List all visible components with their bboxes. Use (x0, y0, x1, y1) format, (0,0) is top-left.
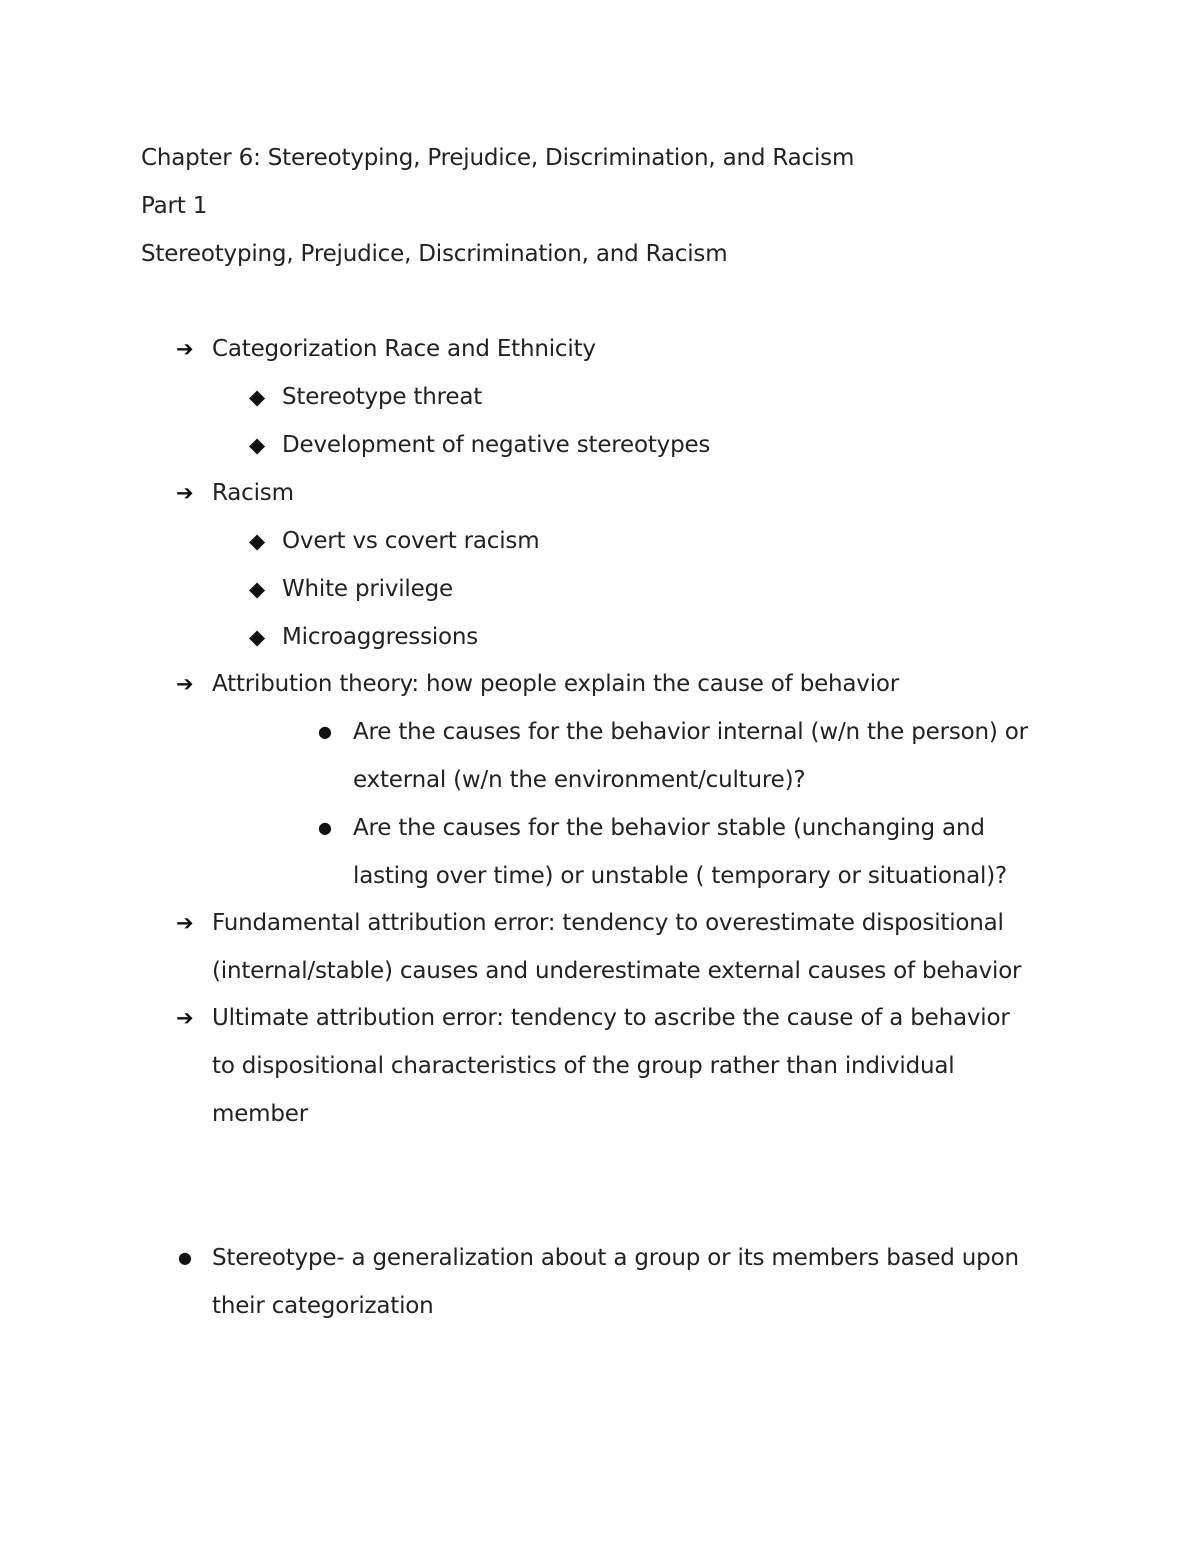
arrow-bullet-icon: ➔ (176, 337, 194, 361)
sub-item-stable-unstable-line1: Are the causes for the behavior stable (unchanging and (353, 815, 985, 841)
sub-item-stereotype-threat: Stereotype threat (282, 384, 483, 410)
outline-item-categorization: Categorization Race and Ethnicity (212, 336, 596, 362)
sub-item-internal-external-line1: Are the causes for the behavior internal (w/n the person) or (353, 719, 1028, 745)
dot-bullet-icon: ● (178, 1248, 192, 1267)
section-subtitle: Stereotyping, Prejudice, Discrimination, and Racism (141, 241, 728, 267)
diamond-bullet-icon: ◆ (249, 433, 266, 457)
arrow-bullet-icon: ➔ (176, 481, 194, 505)
diamond-bullet-icon: ◆ (249, 529, 266, 553)
arrow-bullet-icon: ➔ (176, 911, 194, 935)
sub-item-white-privilege: White privilege (282, 576, 453, 602)
outline-item-ultimate-line2: to dispositional characteristics of the group rather than individual (212, 1053, 955, 1079)
sub-item-overt-covert: Overt vs covert racism (282, 528, 540, 554)
stereotype-definition-line2: their categorization (212, 1293, 434, 1319)
sub-item-internal-external-line2: external (w/n the environment/culture)? (353, 767, 806, 793)
part-label: Part 1 (141, 193, 208, 219)
diamond-bullet-icon: ◆ (249, 577, 266, 601)
dot-bullet-icon: ● (318, 818, 332, 837)
chapter-title: Chapter 6: Stereotyping, Prejudice, Discrimination, and Racism (141, 145, 855, 171)
arrow-bullet-icon: ➔ (176, 672, 194, 696)
sub-item-microaggressions: Microaggressions (282, 624, 479, 650)
arrow-bullet-icon: ➔ (176, 1006, 194, 1030)
dot-bullet-icon: ● (318, 722, 332, 741)
outline-item-ultimate-line1: Ultimate attribution error: tendency to ascribe the cause of a behavior (212, 1005, 1010, 1031)
outline-item-ultimate-line3: member (212, 1101, 308, 1127)
outline-item-fundamental-line1: Fundamental attribution error: tendency to overestimate dispositional (212, 910, 1004, 936)
sub-item-negative-stereotypes: Development of negative stereotypes (282, 432, 711, 458)
sub-item-stable-unstable-line2: lasting over time) or unstable ( temporary or situational)? (353, 863, 1008, 889)
diamond-bullet-icon: ◆ (249, 385, 266, 409)
stereotype-definition-line1: Stereotype- a generalization about a group or its members based upon (212, 1245, 1019, 1271)
outline-item-racism: Racism (212, 480, 294, 506)
outline-item-attribution-theory: Attribution theory: how people explain the cause of behavior (212, 671, 900, 697)
diamond-bullet-icon: ◆ (249, 625, 266, 649)
outline-item-fundamental-line2: (internal/stable) causes and underestimate external causes of behavior (212, 958, 1022, 984)
